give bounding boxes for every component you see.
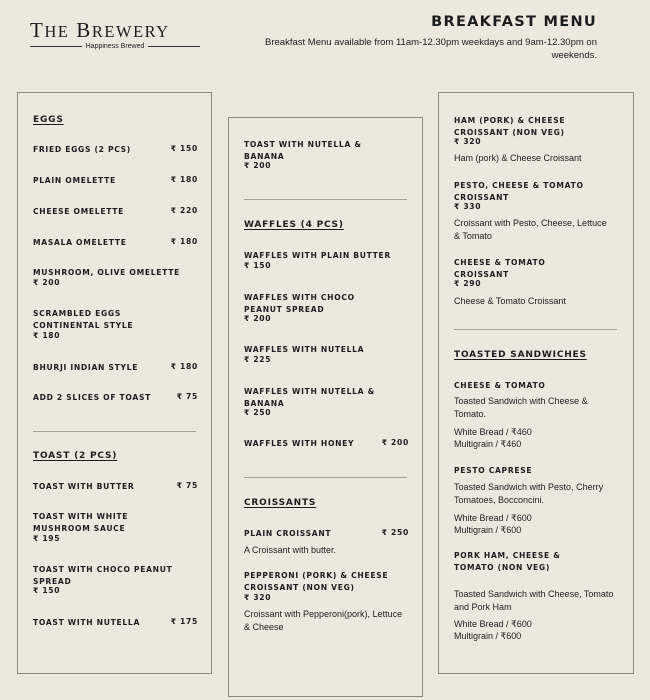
section-divider [454,329,617,330]
menu-item-name: PESTO CAPRESE [454,466,533,475]
menu-item-price-multigrain: Multigrain / ₹600 [454,631,522,641]
logo-title: THE BREWERY [30,18,170,42]
menu-item-price-white: White Bread / ₹600 [454,513,532,523]
section-title-waffles: WAFFLES (4 PCS) [244,220,344,230]
menu-item-price-white: White Bread / ₹460 [454,427,532,437]
menu-item-name: WAFFLES WITH PLAIN BUTTER [244,251,391,260]
menu-item-price: ₹ 75 [176,481,198,490]
menu-item-price: ₹ 320 [244,593,272,602]
menu-item-price-multigrain: Multigrain / ₹600 [454,525,522,535]
menu-item-price: ₹ 150 [244,261,272,270]
menu-item-name: CHEESE & TOMATO CROISSANT [454,258,546,279]
menu-item-price: ₹ 200 [33,278,61,287]
logo-tagline-row [30,43,200,50]
menu-item-name: TOAST WITH WHITE MUSHROOM SAUCE [33,512,129,533]
section-title-toasted-sandwiches: TOASTED SANDWICHES [454,350,587,360]
menu-item-price: ₹ 200 [381,438,409,447]
menu-item-price: ₹ 180 [170,362,198,371]
menu-column-1 [17,92,212,674]
menu-item-name: PLAIN CROISSANT [244,529,332,538]
page-title: BREAKFAST MENU [431,14,597,30]
menu-item-name: TOAST WITH NUTELLA & BANANA [244,140,362,161]
section-divider [244,477,407,478]
menu-item-name: PLAIN OMELETTE [33,176,116,185]
section-title-croissants: CROISSANTS [244,498,317,508]
menu-item-description: A Croissant with butter. [244,545,337,555]
menu-item-name: WAFFLES WITH CHOCO PEANUT SPREAD [244,293,355,314]
menu-item-name: PESTO, CHEESE & TOMATO CROISSANT [454,181,584,202]
menu-item-name: TOAST WITH CHOCO PEANUT SPREAD [33,565,173,586]
section-divider [33,431,196,432]
menu-item-name: CHEESE & TOMATO [454,381,546,390]
menu-item-price: ₹ 200 [244,161,272,170]
menu-item-description: Ham (pork) & Cheese Croissant [454,153,582,163]
menu-item-price: ₹ 250 [244,408,272,417]
menu-item-name: BHURJI INDIAN STYLE [33,363,139,372]
menu-item-price: ₹ 330 [454,202,482,211]
menu-item-price: ₹ 200 [244,314,272,323]
menu-item-name: ADD 2 SLICES OF TOAST [33,393,152,402]
menu-item-name: MASALA OMELETTE [33,238,127,247]
menu-column-3 [438,92,634,674]
brand-logo [30,18,200,50]
section-title-eggs: EGGS [33,115,64,125]
menu-item-price: ₹ 195 [33,534,61,543]
section-title-toast: TOAST (2 PCS) [33,451,118,461]
availability-note: Breakfast Menu available from 11am-12.30pm weekdays and 9am-12.30pm on weekends. [265,37,597,61]
menu-item-price-multigrain: Multigrain / ₹460 [454,439,522,449]
menu-item-price-white: White Bread / ₹600 [454,619,532,629]
menu-column-2 [228,117,423,697]
section-divider [244,199,407,200]
menu-item-name: SCRAMBLED EGGS CONTINENTAL STYLE [33,309,134,330]
menu-item-description: Toasted Sandwich with Cheese & Tomato. [454,396,588,419]
menu-item-price: ₹ 75 [176,392,198,401]
menu-item-description: Croissant with Pepperoni(pork), Lettuce & Cheese [244,609,403,632]
menu-item-name: HAM (PORK) & CHEESE CROISSANT (NON VEG) [454,116,566,137]
menu-item-price: ₹ 250 [381,528,409,537]
menu-item-price: ₹ 320 [454,137,482,146]
logo-tagline: Happiness Brewed [85,43,145,50]
menu-item-name: WAFFLES WITH HONEY [244,439,355,448]
menu-item-name: MUSHROOM, OLIVE OMELETTE [33,268,180,277]
menu-item-price: ₹ 150 [170,144,198,153]
menu-item-price: ₹ 175 [170,617,198,626]
menu-item-name: PEPPERONI (PORK) & CHEESE CROISSANT (NON VEG) [244,571,389,592]
menu-item-name: PORK HAM, CHEESE & TOMATO (NON VEG) [454,551,561,572]
menu-item-description: Cheese & Tomato Croissant [454,296,566,306]
menu-item-price: ₹ 225 [244,355,272,364]
menu-item-price: ₹ 220 [170,206,198,215]
menu-item-description: Toasted Sandwich with Cheese, Tomato and Pork Ham [454,589,614,612]
menu-item-price: ₹ 180 [170,237,198,246]
menu-item-description: Toasted Sandwich with Pesto, Cherry Tomatoes, Bocconcini. [454,482,604,505]
menu-item-name: TOAST WITH BUTTER [33,482,135,491]
menu-item-price: ₹ 150 [33,586,61,595]
menu-item-name: CHEESE OMELETTE [33,207,125,216]
menu-item-name: WAFFLES WITH NUTELLA [244,345,365,354]
menu-item-name: FRIED EGGS (2 PCS) [33,145,131,154]
menu-item-name: TOAST WITH NUTELLA [33,618,141,627]
menu-item-price: ₹ 180 [170,175,198,184]
menu-item-description: Croissant with Pesto, Cheese, Lettuce & Tomato [454,218,607,241]
menu-item-price: ₹ 180 [33,331,61,340]
menu-item-name: WAFFLES WITH NUTELLA & BANANA [244,387,375,408]
menu-item-price: ₹ 290 [454,279,482,288]
